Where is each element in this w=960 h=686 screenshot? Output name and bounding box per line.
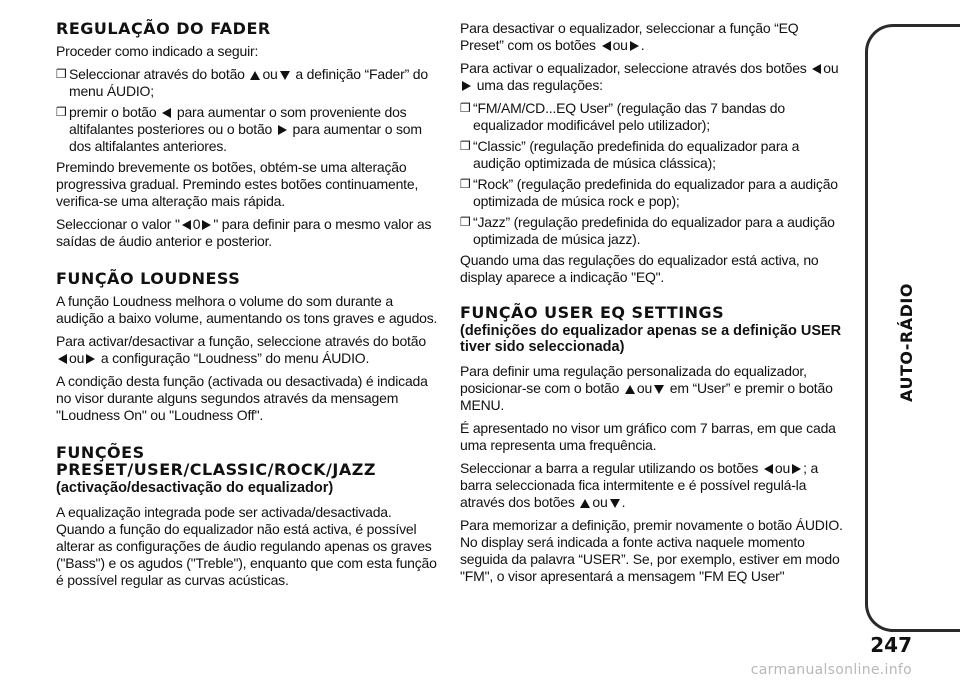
eq-bullet-classic: ❒ “Classic” (regulação predefinida do equalizador para a audição optimizada de música clássica); <box>460 138 800 171</box>
user-eq-paragraph-3: Seleccionar a barra a regular utilizando os botões ou ; a barra seleccionada fica intermitente e é possível regulá-la através dos botões ou . <box>460 460 819 510</box>
user-eq-heading: FUNÇÃO USER EQ SETTINGS <box>460 303 725 322</box>
user-eq-paragraph-1: Para definir uma regulação personalizada do equalizador, posicionar-se com o botão ou em “User” e premir o botão MENU. <box>460 363 833 413</box>
eq-on-paragraph: Para activar o equalizador, seleccione através dos botões ou uma das regulações: <box>460 60 839 93</box>
right-arrow-icon <box>278 125 287 135</box>
left-column <box>56 20 441 595</box>
preset-heading-2: PRESET/USER/CLASSIC/ROCK/JAZZ <box>56 460 376 479</box>
eq-indicator-paragraph: Quando uma das regulações do equalizador está activa, no display aparece a indicação "EQ". <box>460 252 819 285</box>
bullet-box-icon: ❒ <box>56 105 67 119</box>
bullet-box-icon: ❒ <box>460 139 471 153</box>
up-arrow-icon <box>580 499 590 508</box>
right-arrow-icon <box>630 41 639 51</box>
right-arrow-icon <box>202 220 211 230</box>
left-arrow-icon <box>162 108 171 118</box>
fader-bullet-2: ❒ premir o botão para aumentar o som proveniente dos altifalantes posteriores ou o botão para aumentar o som dos altifalantes anteriores. <box>56 104 422 154</box>
preset-heading-1: FUNÇÕES <box>56 443 145 462</box>
loudness-paragraph-1: A função Loudness melhora o volume do som durante a audição a baixo volume, aumentando os tons graves e agudos. <box>56 293 438 326</box>
right-column <box>460 20 845 591</box>
eq-bullet-jazz: ❒ “Jazz” (regulação predefinida do equalizador para a audição optimizada de música jazz). <box>460 214 835 247</box>
fader-intro: Proceder como indicado a seguir: <box>56 43 259 59</box>
bullet-box-icon: ❒ <box>460 177 471 191</box>
bullet-box-icon: ❒ <box>56 67 67 81</box>
eq-bullet-user: ❒ “FM/AM/CD...EQ User” (regulação das 7 bandas do equalizador modificável pelo utilizador); <box>460 100 785 133</box>
eq-bullet-rock: ❒ “Rock” (regulação predefinida do equalizador para a audição optimizada de música rock e pop); <box>460 176 838 209</box>
right-arrow-icon <box>792 464 801 474</box>
down-arrow-icon <box>610 499 620 508</box>
loudness-heading: FUNÇÃO LOUDNESS <box>56 269 241 288</box>
page-number: 247 <box>870 633 912 657</box>
chapter-tab-label: AUTO-RÁDIO <box>896 282 916 402</box>
left-arrow-icon <box>58 354 67 364</box>
fader-paragraph-2: Premindo brevemente os botões, obtém-se uma alteração progressiva gradual. Premindo estes botões continuamente, verifica-se uma alteração mais rápida. <box>56 159 419 209</box>
preset-paragraph-1: A equalização integrada pode ser activada/desactivada. Quando a função do equalizador não está activa, é possível alterar as configurações de áudio regulando apenas os graves ("Bass") e os agudos ("Treble"), enquanto que com esta função é possível regular as curvas acústicas. <box>56 504 437 588</box>
fader-paragraph-3: Seleccionar o valor " 0 " para definir para o mesmo valor as saídas de áudio anterior e posterior. <box>56 216 432 249</box>
eq-off-paragraph: Para desactivar o equalizador, seleccionar a função “EQ Preset” com os botões ou . <box>460 20 799 53</box>
left-arrow-icon <box>764 464 773 474</box>
user-eq-paragraph-2: É apresentado no visor um gráfico com 7 barras, em que cada uma representa uma frequência. <box>460 420 836 453</box>
fader-heading: REGULAÇÃO DO FADER <box>56 19 271 38</box>
fader-bullet-1: ❒ Seleccionar através do botão ou a definição “Fader” do menu ÁUDIO; <box>56 66 428 99</box>
right-arrow-icon <box>86 354 95 364</box>
user-eq-subheading: (definições do equalizador apenas se a definição USER tiver sido seleccionada) <box>460 323 842 355</box>
bullet-box-icon: ❒ <box>460 215 471 229</box>
left-arrow-icon <box>182 220 191 230</box>
left-arrow-icon <box>812 64 821 74</box>
watermark: carmanualsonline.info <box>750 662 912 678</box>
down-arrow-icon <box>280 71 290 80</box>
right-arrow-icon <box>462 81 471 91</box>
up-arrow-icon <box>625 385 635 394</box>
bullet-box-icon: ❒ <box>460 101 471 115</box>
preset-subheading: (activação/desactivação do equalizador) <box>56 480 334 496</box>
chapter-side-tab <box>865 24 960 632</box>
down-arrow-icon <box>654 385 664 394</box>
up-arrow-icon <box>250 71 260 80</box>
loudness-paragraph-3: A condição desta função (activada ou desactivada) é indicada no visor durante alguns segundos através da mensagem "Loudness On" ou "Loudness Off". <box>56 373 428 423</box>
user-eq-paragraph-4: Para memorizar a definição, premir novamente o botão ÁUDIO. No display será indicada a fonte activa naquele momento seguida da palavra “USER”. Se, por exemplo, estiver em modo "FM", o visor apresentará a mensagem "FM EQ User" <box>460 517 843 584</box>
left-arrow-icon <box>602 41 611 51</box>
loudness-paragraph-2: Para activar/desactivar a função, seleccione através do botão ou a configuração “Loudness” do menu ÁUDIO. <box>56 333 426 366</box>
